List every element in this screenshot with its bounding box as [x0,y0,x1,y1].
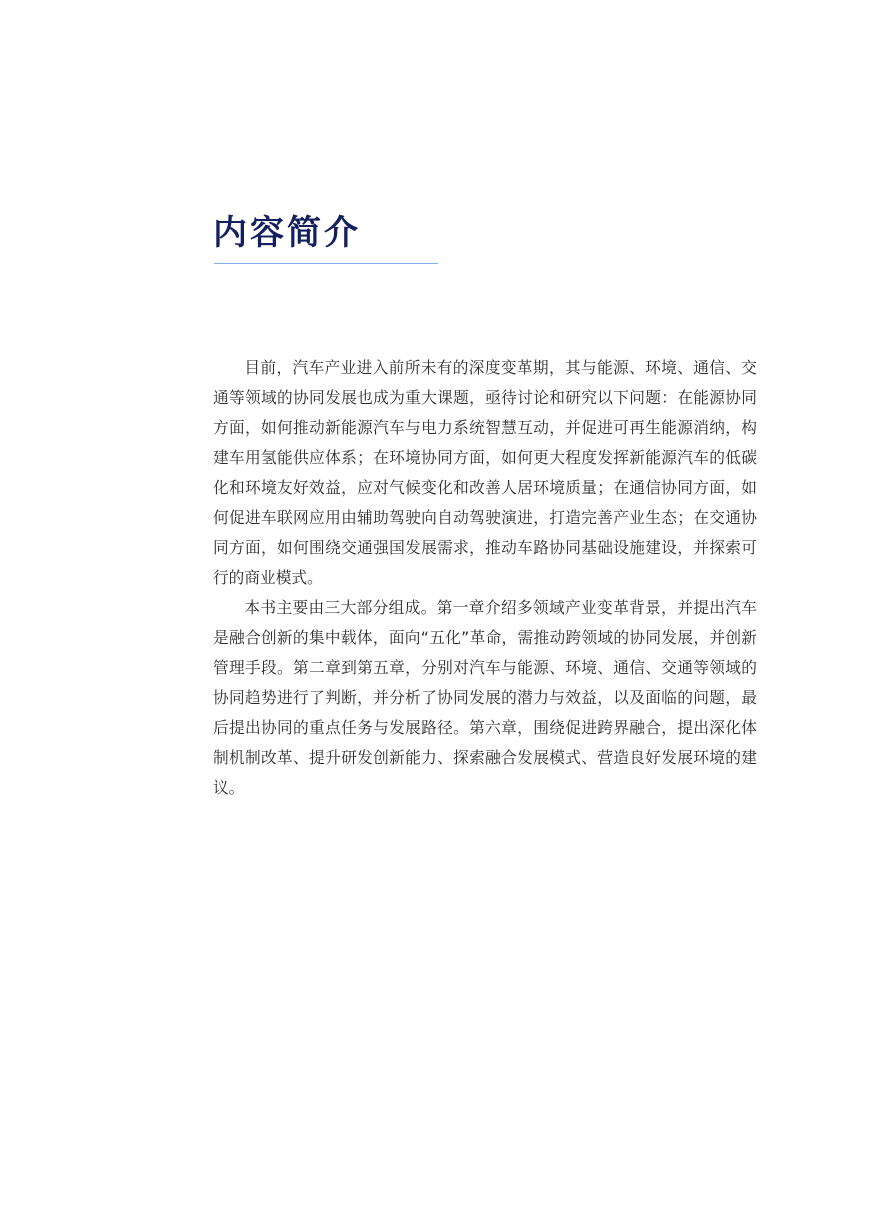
paragraph-2: 本书主要由三大部分组成。第一章介绍多领域产业变革背景，并提出汽车是融合创新的集中载体，面向“五化”革命，需推动跨领域的协同发展，并创新管理手段。第二章到第五章，分别对汽车与能源、环境、通信、交通等领域的协同趋势进行了判断，并分析了协同发展的潜力与效益，以及面临的问题，最后提出协同的重点任务与发展路径。第六章，围绕促进跨界融合，提出深化体制机制改革、提升研发创新能力、探索融合发展模式、营造良好发展环境的建议。 [213,598,757,797]
title-underline [214,263,438,264]
paragraph-1: 目前，汽车产业进入前所未有的深度变革期，其与能源、环境、通信、交通等领域的协同发展也成为重大课题，亟待讨论和研究以下问题：在能源协同方面，如何推动新能源汽车与电力系统智慧互动，并促进可再生能源消纳，构建车用氢能供应体系；在环境协同方面，如何更大程度发挥新能源汽车的低碳化和环境友好效益，应对气候变化和改善人居环境质量；在通信协同方面，如何促进车联网应用由辅助驾驶向自动驾驶演进，打造完善产业生态；在交通协同方面，如何围绕交通强国发展需求，推动车路协同基础设施建设，并探索可行的商业模式。 [213,358,757,587]
section-title: 内容简介 [213,213,361,253]
summary-body [213,353,757,803]
